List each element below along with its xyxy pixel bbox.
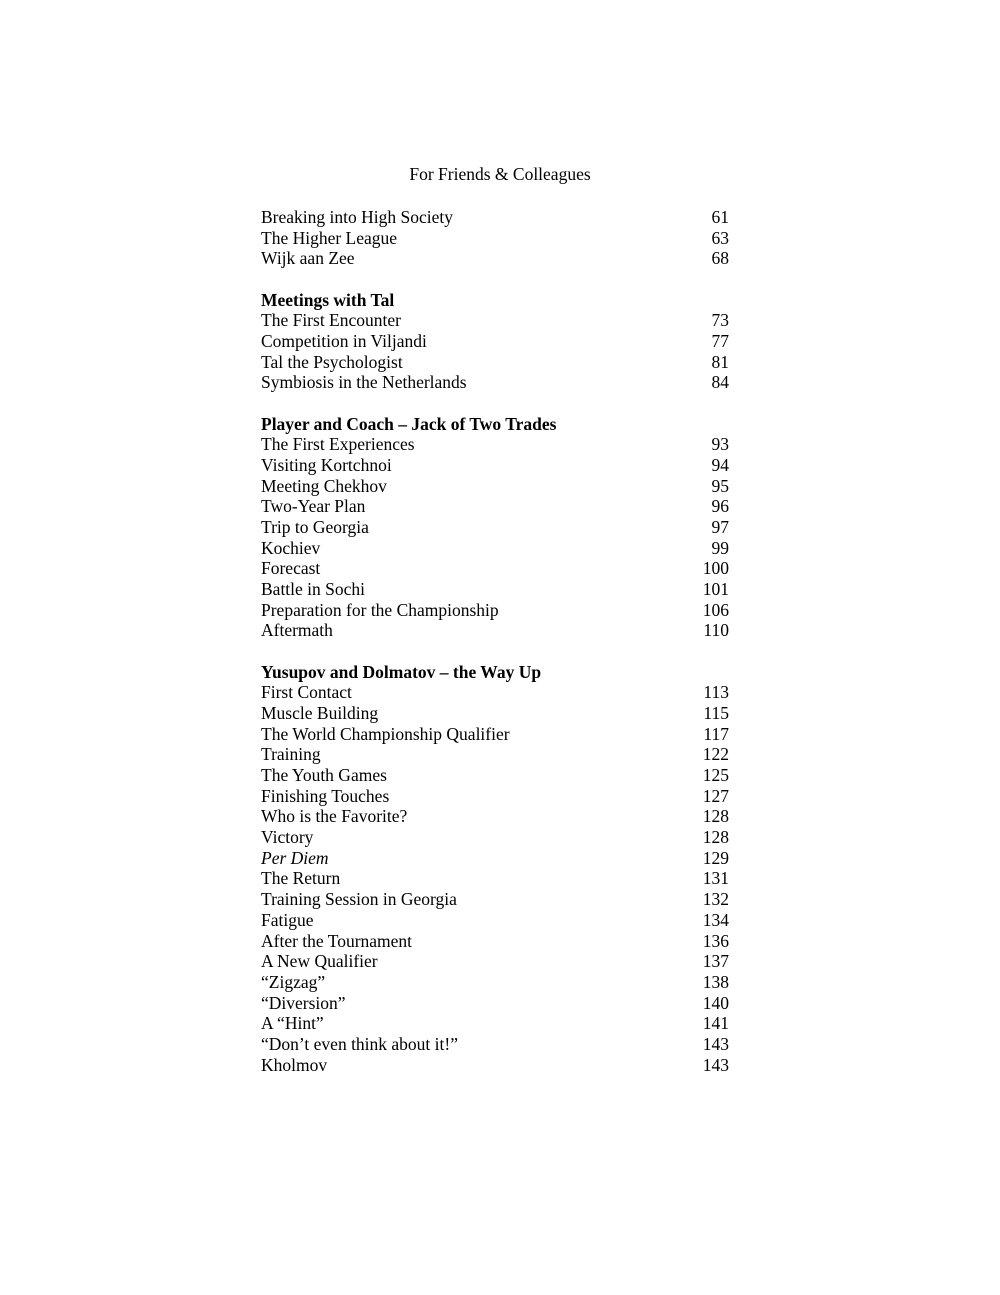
- toc-entry: [261, 868, 729, 889]
- toc-entry: [261, 455, 729, 476]
- toc-entry-title: Tal the Psychologist: [261, 351, 403, 372]
- toc-entry-page: 81: [711, 351, 729, 372]
- toc-entry-title: Two-Year Plan: [261, 496, 366, 517]
- toc-entry: [261, 620, 729, 641]
- toc-entry: [261, 517, 729, 538]
- toc-entry: [261, 372, 729, 393]
- toc-entry-title: Visiting Kortchnoi: [261, 454, 392, 475]
- toc-entry-page: 128: [702, 827, 729, 848]
- toc-entry-page: 125: [702, 765, 729, 785]
- toc-entry-page: 129: [702, 847, 729, 868]
- toc-entry: [261, 579, 729, 600]
- toc-entry: [261, 228, 729, 249]
- toc-entry-title: The First Encounter: [261, 310, 401, 331]
- toc-entry: [261, 682, 729, 703]
- toc-entry-page: 141: [702, 1013, 729, 1034]
- toc-entry-title: First Contact: [261, 682, 352, 703]
- toc-entry-title: A New Qualifier: [261, 951, 378, 972]
- toc-entry-title: Preparation for the Championship: [261, 599, 499, 620]
- table-of-contents: [261, 207, 729, 1096]
- toc-entry: [261, 1055, 729, 1076]
- toc-entry-page: 127: [702, 785, 729, 806]
- toc-entry: [261, 538, 729, 559]
- toc-entry-page: 61: [711, 207, 729, 227]
- toc-entry-title: Fatigue: [261, 909, 314, 930]
- toc-entry-title: Muscle Building: [261, 702, 379, 723]
- toc-entry-title: Finishing Touches: [261, 785, 390, 806]
- toc-entry-page: 73: [711, 310, 729, 331]
- toc-entry-page: 99: [711, 537, 729, 558]
- toc-entry-title: Breaking into High Society: [261, 207, 453, 227]
- toc-entry-page: 131: [702, 868, 729, 889]
- toc-entry-title: The Higher League: [261, 227, 398, 248]
- toc-entry-page: 100: [702, 558, 729, 579]
- toc-entry: [261, 889, 729, 910]
- toc-entry: [261, 972, 729, 993]
- toc-entry: [261, 951, 729, 972]
- toc-entry-title: After the Tournament: [261, 930, 413, 951]
- toc-section-title: Yusupov and Dolmatov – the Way Up: [261, 661, 542, 682]
- toc-entry-page: 140: [702, 992, 729, 1013]
- toc-entry-title: Meeting Chekhov: [261, 475, 387, 496]
- toc-entry: [261, 744, 729, 765]
- toc-entry: [261, 1034, 729, 1055]
- toc-section: [261, 290, 729, 393]
- toc-entry: [261, 207, 729, 228]
- toc-entry: [261, 931, 729, 952]
- toc-entry-title: Symbiosis in the Netherlands: [261, 372, 467, 393]
- toc-entry-title: Kochiev: [261, 537, 321, 558]
- toc-entry-page: 117: [703, 723, 729, 744]
- toc-entry-page: 63: [711, 227, 729, 248]
- toc-entry-page: 136: [702, 930, 729, 951]
- toc-entry-page: 113: [703, 682, 729, 703]
- toc-entry-page: 96: [711, 496, 729, 517]
- toc-entry-page: 77: [711, 330, 729, 351]
- toc-entry-title: “Diversion”: [261, 992, 346, 1013]
- toc-entry: [261, 786, 729, 807]
- toc-section: [261, 414, 729, 642]
- toc-entry-title: Who is the Favorite?: [261, 806, 408, 827]
- toc-entry-title: Aftermath: [261, 620, 333, 641]
- toc-section: [261, 662, 729, 1076]
- toc-entry-title: Training Session in Georgia: [261, 889, 457, 910]
- toc-entry-title: A “Hint”: [261, 1013, 324, 1034]
- toc-entry: [261, 352, 729, 373]
- toc-entry-title: The Youth Games: [261, 765, 387, 785]
- toc-entry-page: 132: [702, 889, 729, 910]
- toc-entry-page: 134: [702, 909, 729, 930]
- toc-entry-page: 106: [702, 599, 729, 620]
- toc-entry-page: 84: [711, 372, 729, 393]
- toc-entry: [261, 724, 729, 745]
- page-header: For Friends & Colleagues: [409, 164, 591, 184]
- toc-entry-page: 97: [711, 516, 729, 537]
- toc-entry: [261, 993, 729, 1014]
- toc-entry-title: Training: [261, 744, 321, 765]
- toc-entry: [261, 827, 729, 848]
- toc-entry-title: Kholmov: [261, 1054, 328, 1075]
- toc-entry-page: 128: [702, 806, 729, 827]
- toc-entry: [261, 248, 729, 269]
- toc-entry: [261, 765, 729, 786]
- toc-entry: [261, 848, 729, 869]
- toc-entry: [261, 600, 729, 621]
- toc-section-title: Meetings with Tal: [261, 289, 395, 310]
- toc-entry-page: 95: [711, 475, 729, 496]
- toc-entry: [261, 310, 729, 331]
- toc-section-title: Player and Coach – Jack of Two Trades: [261, 413, 557, 434]
- toc-entry-title: Victory: [261, 827, 314, 848]
- toc-entry: [261, 434, 729, 455]
- toc-entry-title: The First Experiences: [261, 434, 415, 455]
- toc-entry: [261, 496, 729, 517]
- toc-entry: [261, 558, 729, 579]
- toc-entry-title: Battle in Sochi: [261, 579, 366, 599]
- toc-entry-page: 122: [702, 744, 729, 765]
- toc-entry-page: 110: [703, 620, 729, 641]
- toc-section: [261, 207, 729, 269]
- toc-entry: [261, 331, 729, 352]
- toc-entry-page: 94: [711, 454, 729, 475]
- toc-entry-title: Wijk aan Zee: [261, 248, 355, 269]
- toc-entry-title: Forecast: [261, 558, 321, 579]
- toc-entry: [261, 703, 729, 724]
- toc-entry-title: The World Championship Qualifier: [261, 723, 510, 744]
- toc-entry-title: Per Diem: [261, 847, 329, 868]
- toc-entry-page: 137: [702, 951, 729, 972]
- toc-entry: [261, 476, 729, 497]
- toc-entry-page: 143: [702, 1054, 729, 1075]
- toc-entry-page: 143: [702, 1033, 729, 1054]
- toc-entry-page: 115: [703, 702, 729, 723]
- toc-entry-title: Competition in Viljandi: [261, 330, 427, 351]
- toc-entry-page: 93: [711, 434, 729, 455]
- toc-entry-page: 138: [702, 971, 729, 992]
- toc-entry-title: The Return: [261, 868, 341, 889]
- toc-entry-title: Trip to Georgia: [261, 516, 369, 537]
- toc-entry-title: “Don’t even think about it!”: [261, 1033, 458, 1054]
- toc-entry-title: “Zigzag”: [261, 971, 326, 992]
- toc-entry-page: 101: [702, 579, 729, 599]
- toc-entry: [261, 910, 729, 931]
- toc-entry: [261, 806, 729, 827]
- toc-entry: [261, 1013, 729, 1034]
- toc-entry-page: 68: [711, 248, 729, 269]
